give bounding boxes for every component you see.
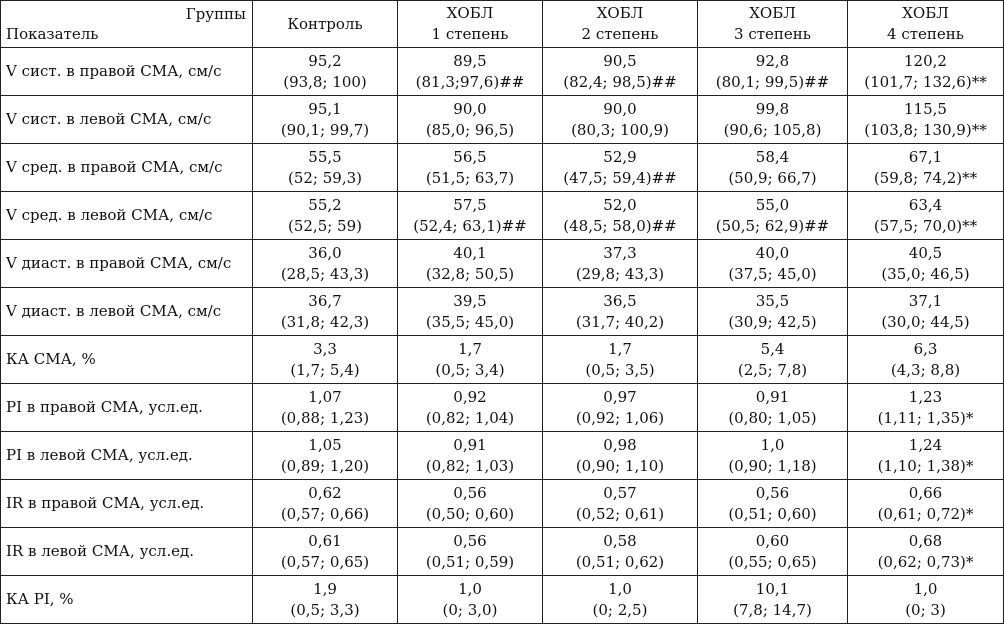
- cell-interval: (81,3;97,6)##: [415, 72, 525, 91]
- cell-interval: (93,8; 100): [283, 72, 367, 91]
- cell-value: 63,4: [908, 195, 943, 214]
- cell-value: 1,0: [760, 435, 785, 454]
- cell-value: 56,5: [453, 147, 487, 166]
- data-cell: [848, 384, 1004, 432]
- table-row: [1, 336, 1004, 384]
- data-cell: [698, 96, 848, 144]
- cell-interval: (50,9; 66,7): [728, 168, 817, 187]
- data-cell: [848, 240, 1004, 288]
- column-header-copd-1: [398, 1, 543, 48]
- cell-interval: (101,7; 132,6)**: [864, 72, 987, 91]
- table-row: [1, 288, 1004, 336]
- table-row: [1, 432, 1004, 480]
- data-cell: [848, 432, 1004, 480]
- cell-value: 35,5: [755, 291, 790, 310]
- cell-interval: (59,8; 74,2)**: [873, 168, 978, 187]
- cell-interval: (0,50; 0,60): [425, 504, 515, 523]
- data-cell: [698, 192, 848, 240]
- cell-value: 0,60: [755, 531, 790, 550]
- column-header-line1: ХОБЛ: [446, 4, 494, 22]
- cell-interval: (57,5; 70,0)**: [873, 216, 978, 235]
- cell-interval: (52,5; 59): [287, 216, 362, 235]
- data-cell: [253, 288, 398, 336]
- cell-value: 120,2: [904, 51, 947, 70]
- cell-interval: (31,8; 42,3): [280, 312, 370, 331]
- data-cell: [253, 240, 398, 288]
- row-indicator: V диаст. в левой СМА, см/с: [1, 288, 253, 336]
- table-row: [1, 576, 1004, 624]
- data-cell: [398, 192, 543, 240]
- data-cell: [398, 480, 543, 528]
- cell-interval: (37,5; 45,0): [728, 264, 817, 283]
- cell-interval: (80,1; 99,5)##: [715, 72, 830, 91]
- row-indicator: КА СМА, %: [1, 336, 253, 384]
- row-indicator: V сред. в левой СМА, см/с: [1, 192, 253, 240]
- header-row: [1, 1, 1004, 48]
- data-cell: [848, 192, 1004, 240]
- data-cell: [848, 480, 1004, 528]
- cell-value: 0,56: [453, 483, 487, 502]
- cell-value: 1,0: [458, 579, 482, 598]
- data-cell: [698, 144, 848, 192]
- table-row: [1, 384, 1004, 432]
- data-cell: [848, 336, 1004, 384]
- data-cell: [543, 96, 698, 144]
- cell-interval: (1,11; 1,35)*: [877, 408, 974, 427]
- data-cell: [398, 48, 543, 96]
- cell-value: 36,7: [308, 291, 342, 310]
- cell-interval: (80,3; 100,9): [571, 120, 669, 139]
- data-cell: [543, 480, 698, 528]
- cell-value: 1,7: [458, 339, 482, 358]
- cell-value: 37,3: [603, 243, 637, 262]
- cell-value: 95,1: [308, 99, 342, 118]
- cell-value: 0,98: [603, 435, 637, 454]
- cell-interval: (52,4; 63,1)##: [413, 216, 527, 235]
- row-indicator: V сист. в правой СМА, см/с: [1, 48, 253, 96]
- cell-interval: (47,5; 59,4)##: [563, 168, 677, 187]
- column-header-line2: 1 степень: [431, 25, 509, 43]
- data-cell: [253, 432, 398, 480]
- column-header-line1: ХОБЛ: [596, 4, 644, 22]
- data-cell: [698, 48, 848, 96]
- data-cell: [253, 192, 398, 240]
- column-header-copd-2: [543, 1, 698, 48]
- cell-value: 1,05: [308, 435, 342, 454]
- cell-interval: (0,5; 3,3): [290, 600, 360, 619]
- data-cell: [253, 48, 398, 96]
- data-cell: [848, 576, 1004, 624]
- cell-interval: (35,5; 45,0): [425, 312, 515, 331]
- cell-value: 1,7: [608, 339, 632, 358]
- cell-interval: (0,82; 1,04): [425, 408, 515, 427]
- cell-interval: (0,57; 0,65): [280, 552, 370, 571]
- cell-value: 39,5: [453, 291, 487, 310]
- data-cell: [698, 288, 848, 336]
- cell-value: 40,5: [908, 243, 943, 262]
- cell-value: 40,0: [755, 243, 790, 262]
- table-row: [1, 528, 1004, 576]
- column-header-copd-3: [698, 1, 848, 48]
- data-cell: [543, 144, 698, 192]
- data-cell: [398, 288, 543, 336]
- cell-interval: (0,90; 1,18): [728, 456, 817, 475]
- data-cell: [253, 336, 398, 384]
- data-cell: [848, 144, 1004, 192]
- cell-interval: (52; 59,3): [287, 168, 362, 187]
- cell-interval: (0,90; 1,10): [575, 456, 665, 475]
- groups-label: Группы: [185, 5, 246, 23]
- table-row: [1, 144, 1004, 192]
- data-cell: [698, 576, 848, 624]
- cell-value: 10,1: [755, 579, 790, 598]
- data-cell: [253, 528, 398, 576]
- data-cell: [543, 336, 698, 384]
- cell-value: 92,8: [755, 51, 790, 70]
- data-cell: [398, 576, 543, 624]
- cell-value: 1,23: [908, 387, 943, 406]
- cell-value: 1,24: [908, 435, 943, 454]
- cell-interval: (30,9; 42,5): [728, 312, 817, 331]
- table-row: [1, 48, 1004, 96]
- cell-interval: (31,7; 40,2): [575, 312, 665, 331]
- cell-interval: (0,82; 1,03): [425, 456, 515, 475]
- column-header-line2: 4 степень: [887, 25, 964, 43]
- cell-value: 0,56: [453, 531, 487, 550]
- cell-value: 67,1: [908, 147, 943, 166]
- row-indicator: V сист. в левой СМА, см/с: [1, 96, 253, 144]
- cell-value: 0,66: [908, 483, 943, 502]
- cell-value: 0,57: [603, 483, 637, 502]
- data-cell: [698, 384, 848, 432]
- cell-value: 0,68: [908, 531, 943, 550]
- data-cell: [848, 48, 1004, 96]
- column-header-control: [253, 1, 398, 48]
- column-header-line1: ХОБЛ: [749, 4, 796, 22]
- cell-value: 36,5: [603, 291, 637, 310]
- cell-value: 90,0: [603, 99, 637, 118]
- table-header: [1, 1, 1004, 48]
- cell-interval: (0,5; 3,4): [435, 360, 505, 379]
- cell-value: 57,5: [453, 195, 487, 214]
- cell-interval: (90,6; 105,8): [723, 120, 822, 139]
- cell-value: 0,91: [755, 387, 790, 406]
- cell-value: 0,92: [453, 387, 487, 406]
- cell-value: 58,4: [755, 147, 790, 166]
- cell-interval: (29,8; 43,3): [575, 264, 665, 283]
- cell-interval: (1,7; 5,4): [290, 360, 360, 379]
- column-header-line1: ХОБЛ: [902, 4, 949, 22]
- cell-interval: (0; 2,5): [592, 600, 648, 619]
- row-indicator: V сред. в правой СМА, см/с: [1, 144, 253, 192]
- cell-interval: (0,89; 1,20): [280, 456, 370, 475]
- data-cell: [398, 384, 543, 432]
- cell-value: 0,91: [453, 435, 487, 454]
- cell-value: 52,9: [603, 147, 637, 166]
- table-row: [1, 96, 1004, 144]
- cell-interval: (0,5; 3,5): [585, 360, 655, 379]
- cell-interval: (85,0; 96,5): [425, 120, 515, 139]
- cell-value: 52,0: [603, 195, 637, 214]
- table-row: [1, 480, 1004, 528]
- data-cell: [698, 336, 848, 384]
- cell-interval: (35,0; 46,5): [881, 264, 970, 283]
- cell-interval: (0,62; 0,73)*: [877, 552, 974, 571]
- data-cell: [398, 336, 543, 384]
- cell-interval: (30,0; 44,5): [881, 312, 970, 331]
- cell-interval: (32,8; 50,5): [425, 264, 515, 283]
- data-cell: [543, 240, 698, 288]
- cell-value: 95,2: [308, 51, 342, 70]
- cell-interval: (90,1; 99,7): [280, 120, 370, 139]
- data-cell: [398, 432, 543, 480]
- cell-interval: (48,5; 58,0)##: [563, 216, 677, 235]
- cell-interval: (51,5; 63,7): [425, 168, 515, 187]
- row-indicator: PI в левой СМА, усл.ед.: [1, 432, 253, 480]
- data-cell: [698, 528, 848, 576]
- cell-value: 55,5: [308, 147, 342, 166]
- row-indicator: V диаст. в правой СМА, см/с: [1, 240, 253, 288]
- cell-value: 99,8: [755, 99, 790, 118]
- cell-interval: (0,80; 1,05): [728, 408, 817, 427]
- cell-value: 89,5: [453, 51, 487, 70]
- cell-interval: (1,10; 1,38)*: [877, 456, 974, 475]
- row-indicator: IR в правой СМА, усл.ед.: [1, 480, 253, 528]
- data-cell: [543, 528, 698, 576]
- cell-value: 3,3: [313, 339, 337, 358]
- cell-interval: (82,4; 98,5)##: [563, 72, 677, 91]
- data-cell: [253, 480, 398, 528]
- column-header-line1: Контроль: [287, 14, 363, 33]
- cell-value: 0,61: [308, 531, 342, 550]
- cell-value: 0,58: [603, 531, 637, 550]
- cell-interval: (0,57; 0,66): [280, 504, 370, 523]
- cell-value: 1,0: [608, 579, 632, 598]
- cell-value: 40,1: [453, 243, 487, 262]
- data-cell: [848, 528, 1004, 576]
- cell-interval: (28,5; 43,3): [280, 264, 370, 283]
- data-cell: [543, 432, 698, 480]
- data-cell: [253, 576, 398, 624]
- data-cell: [543, 288, 698, 336]
- cell-value: 90,0: [453, 99, 487, 118]
- cell-value: 36,0: [308, 243, 342, 262]
- cell-value: 1,9: [313, 579, 337, 598]
- cell-value: 37,1: [908, 291, 943, 310]
- column-header-copd-4: [848, 1, 1004, 48]
- cell-interval: (0; 3,0): [442, 600, 498, 619]
- row-indicator: КА PI, %: [1, 576, 253, 624]
- data-cell: [398, 144, 543, 192]
- cell-interval: (7,8; 14,7): [733, 600, 812, 619]
- corner-cell: [1, 1, 253, 48]
- cell-interval: (0,52; 0,61): [575, 504, 665, 523]
- table-row: [1, 240, 1004, 288]
- cell-value: 0,56: [755, 483, 790, 502]
- data-cell: [253, 384, 398, 432]
- data-cell: [848, 96, 1004, 144]
- cell-value: 90,5: [603, 51, 637, 70]
- cell-value: 0,62: [308, 483, 342, 502]
- cell-interval: (0,51; 0,60): [728, 504, 817, 523]
- cell-interval: (0; 3): [905, 600, 946, 619]
- table-body: [1, 48, 1004, 624]
- data-cell: [698, 432, 848, 480]
- cell-interval: (0,51; 0,62): [575, 552, 665, 571]
- data-cell: [543, 576, 698, 624]
- data-cell: [398, 96, 543, 144]
- cell-value: 55,0: [755, 195, 790, 214]
- data-cell: [253, 144, 398, 192]
- cell-value: 6,3: [913, 339, 938, 358]
- column-header-line2: 3 степень: [734, 25, 811, 43]
- table-row: [1, 192, 1004, 240]
- cell-interval: (0,92; 1,06): [575, 408, 665, 427]
- cell-value: 1,07: [308, 387, 342, 406]
- cell-interval: (4,3; 8,8): [890, 360, 961, 379]
- data-cell: [253, 96, 398, 144]
- data-cell: [848, 288, 1004, 336]
- data-cell: [543, 48, 698, 96]
- data-cell: [398, 240, 543, 288]
- data-cell: [543, 384, 698, 432]
- cell-interval: (0,88; 1,23): [280, 408, 370, 427]
- cell-interval: (0,55; 0,65): [728, 552, 817, 571]
- data-cell: [398, 528, 543, 576]
- cell-interval: (0,51; 0,59): [425, 552, 515, 571]
- cell-interval: (103,8; 130,9)**: [864, 120, 987, 139]
- row-indicator: IR в левой СМА, усл.ед.: [1, 528, 253, 576]
- cell-value: 55,2: [308, 195, 342, 214]
- cell-value: 0,97: [603, 387, 637, 406]
- data-cell: [698, 240, 848, 288]
- data-cell: [698, 480, 848, 528]
- data-cell: [543, 192, 698, 240]
- cell-value: 1,0: [913, 579, 938, 598]
- column-header-line2: 2 степень: [581, 25, 659, 43]
- row-indicator: PI в правой СМА, усл.ед.: [1, 384, 253, 432]
- cell-value: 5,4: [760, 339, 785, 358]
- cell-interval: (0,61; 0,72)*: [877, 504, 974, 523]
- cell-value: 115,5: [904, 99, 947, 118]
- cell-interval: (2,5; 7,8): [737, 360, 808, 379]
- cell-interval: (50,5; 62,9)##: [715, 216, 830, 235]
- indicator-label: Показатель: [6, 25, 99, 43]
